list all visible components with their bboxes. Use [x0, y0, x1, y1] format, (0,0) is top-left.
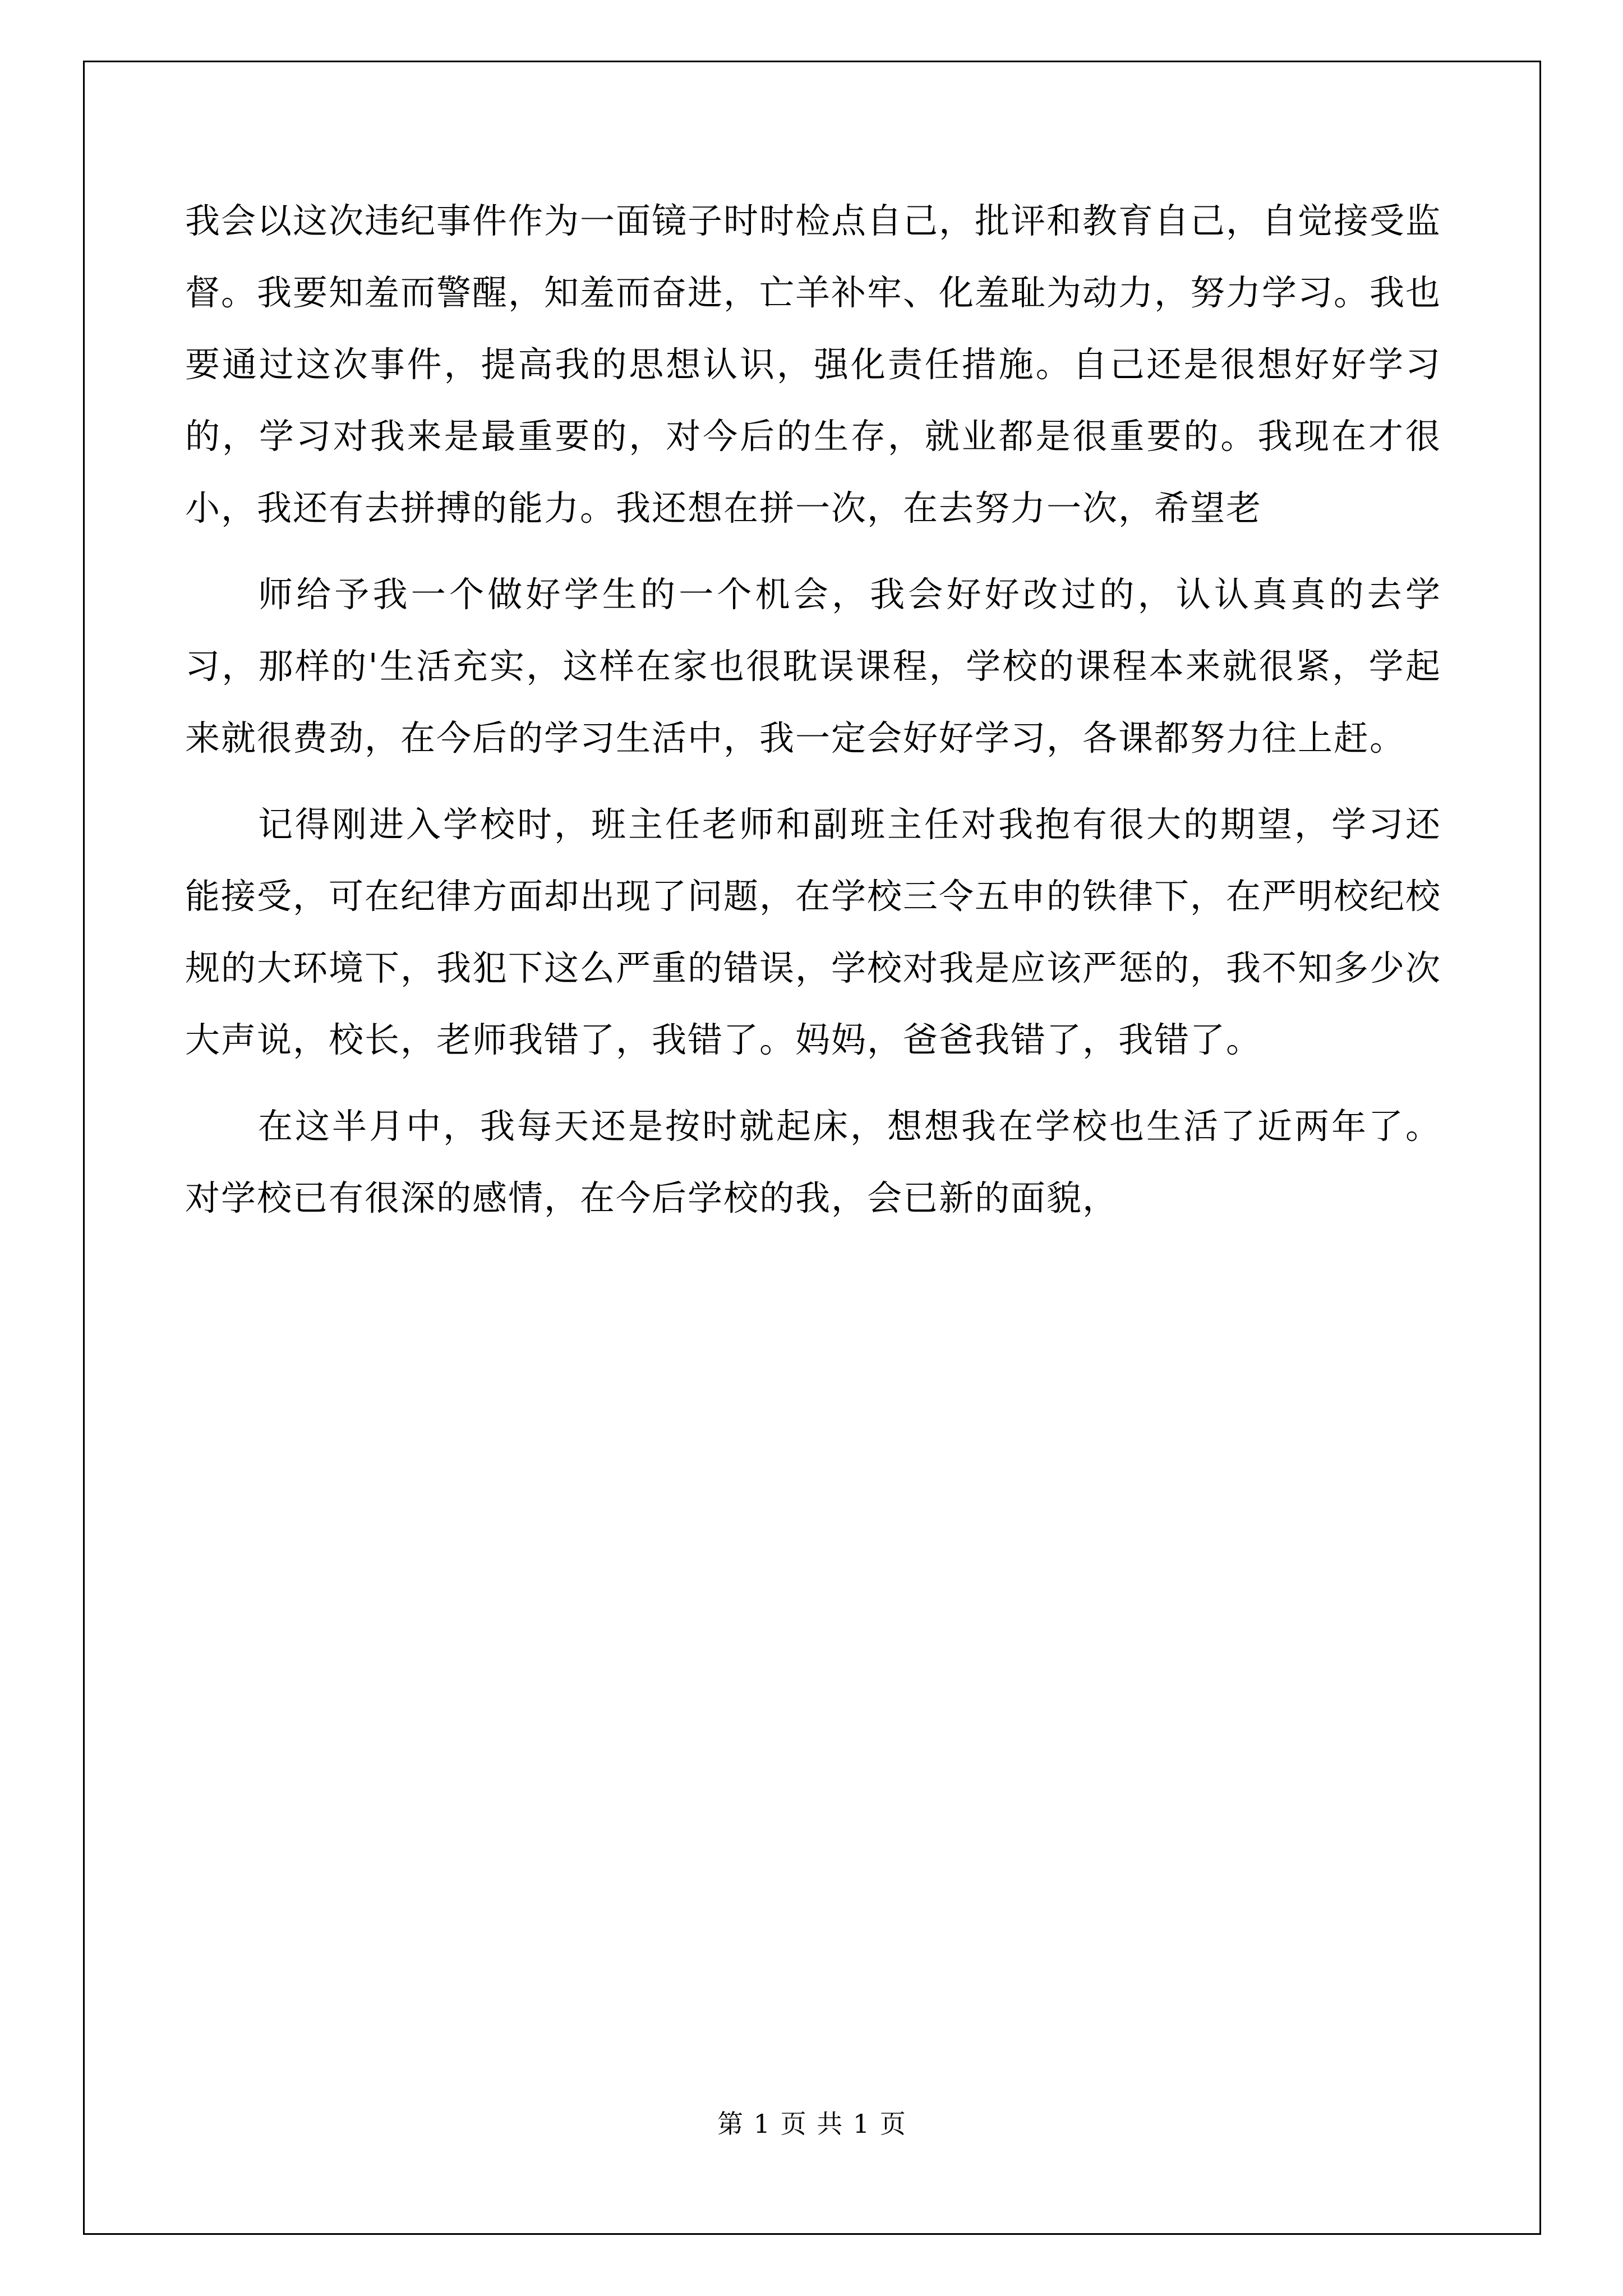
- paragraph-3: 记得刚进入学校时，班主任老师和副班主任对我抱有很大的期望，学习还能接受，可在纪律方面却出现了问题，在学校三令五申的铁律下，在严明校纪校规的大环境下，我犯下这么严重的错误，学校对我是应该严惩的，我不知多少次大声说，校长，老师我错了，我错了。妈妈，爸爸我错了，我错了。: [185, 804, 1442, 1060]
- paragraph-4: 在这半月中，我每天还是按时就起床，想想我在学校也生活了近两年了。对学校已有很深的感情，在今后学校的我，会已新的面貌，: [185, 1106, 1441, 1218]
- document-body: [185, 185, 1441, 1249]
- paragraph-1: 我会以这次违纪事件作为一面镜子时时检点自己，批评和教育自己，自觉接受监督。我要知羞而警醒，知羞而奋进，亡羊补牢、化羞耻为动力，努力学习。我也要通过这次事件，提高我的思想认识，强化责任措施。自己还是很想好好学习的，学习对我来是最重要的，对今后的生存，就业都是很重要的。我现在才很小，我还有去拼搏的能力。我还想在拼一次，在去努力一次，希望老: [185, 200, 1442, 528]
- page-footer: 第 1 页 共 1 页: [717, 2109, 907, 2139]
- paragraph-2: 师给予我一个做好学生的一个机会，我会好好改过的，认认真真的去学习，那样的'生活充实，这样在家也很耽误课程，学校的课程本来就很紧，学起来就很费劲，在今后的学习生活中，我一定会好好学习，各课都努力往上赶。: [185, 574, 1441, 758]
